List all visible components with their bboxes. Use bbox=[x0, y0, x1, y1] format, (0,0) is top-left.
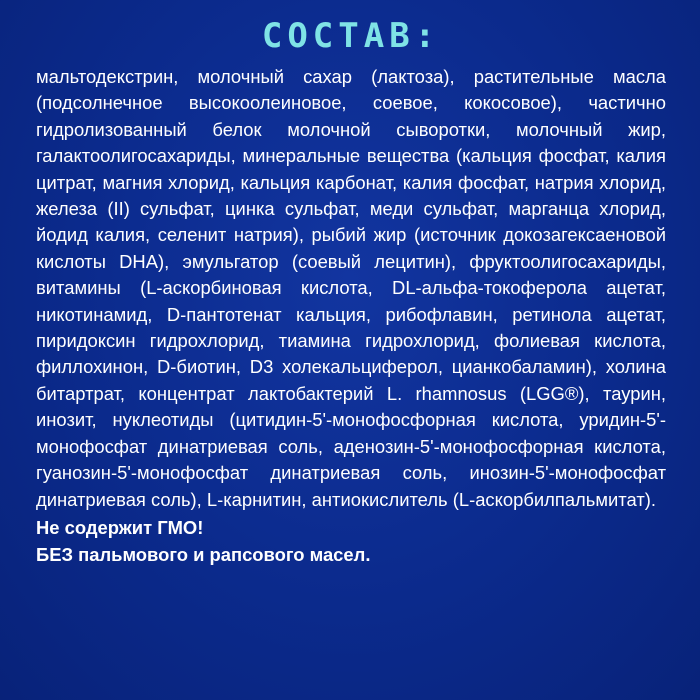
no-palm-rapeseed-note: БЕЗ пальмового и рапсового масел. bbox=[36, 543, 371, 565]
ingredients-text: мальтодекстрин, молочный сахар (лактоза), растительные масла (подсолнечное высокоолеиновое, соевое, кокосовое), частично гидролизованный белок молочной сыворотки, молочный жир, галактоолигосахариды, минеральные вещества (кальция фосфат, калия цитрат, магния хлорид, кальция карбонат, калия фосфат, натрия хлорид, железа (II) сульфат, цинка сульфат, меди сульфат, марганца хлорид, йодид калия, селенит натрия), рыбий жир (источник докозагексаеновой кислоты DHA), эмульгатор (соевый лецитин), фруктоолигосахариды, витамины (L-аскорбиновая кислота, DL-альфа-токоферола ацетат, никотинамид, D-пантотенат кальция, рибофлавин, ретинола ацетат, пиридоксин гидрохлорид, тиамина гидрохлорид, фолиевая кислота, филлохинон, D-биотин, D3 холекальциферол, цианкобаламин), холина битартрат, концентрат лактобактерий L. rhamnosus (LGG®), таурин, инозит, нуклеотиды (цитидин-5'-монофосфорная кислота, уридин-5'-монофосфат динатриевая соль, аденозин-5'-монофосфорная кислота, гуанозин-5'-монофосфат динатриевая соль, инозин-5'-монофосфат динатриевая соль), L-карнитин, антиокислитель (L-аскорбилпальмитат). bbox=[36, 66, 666, 510]
notes-block bbox=[36, 515, 666, 568]
section-title: СОСТАВ: bbox=[261, 16, 441, 56]
gmo-free-note: Не содержит ГМО! bbox=[36, 516, 204, 538]
